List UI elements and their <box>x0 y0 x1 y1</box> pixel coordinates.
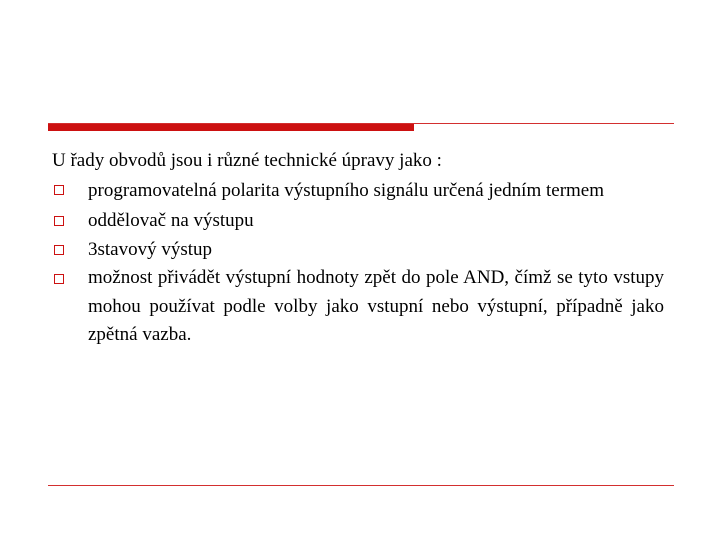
list-item-text: 3stavový výstup <box>88 239 213 260</box>
list-item-text: možnost přivádět výstupní hodnoty zpět do pole AND, čímž se tyto vstupy mohou používat podle volby jako vstupní nebo výstupní, případně jako zpětná vazba. <box>88 267 664 345</box>
list-item-text: oddělovač na výstupu <box>88 210 254 231</box>
list-item <box>52 235 664 264</box>
square-bullet-icon <box>54 245 64 255</box>
bullet-list <box>52 175 664 350</box>
intro-text: U řady obvodů jsou i různé technické úpravy jako : <box>52 150 442 171</box>
list-item <box>52 175 664 202</box>
top-divider <box>48 123 674 133</box>
square-bullet-icon <box>54 185 64 195</box>
bottom-divider <box>48 485 674 486</box>
list-item <box>52 264 664 350</box>
list-item <box>52 206 664 235</box>
square-bullet-icon <box>54 216 64 226</box>
list-item-text: programovatelná polarita výstupního signálu určená jedním termem <box>88 180 605 201</box>
square-bullet-icon <box>54 274 64 284</box>
top-divider-accent-bar <box>48 124 414 131</box>
slide-body <box>52 146 664 350</box>
